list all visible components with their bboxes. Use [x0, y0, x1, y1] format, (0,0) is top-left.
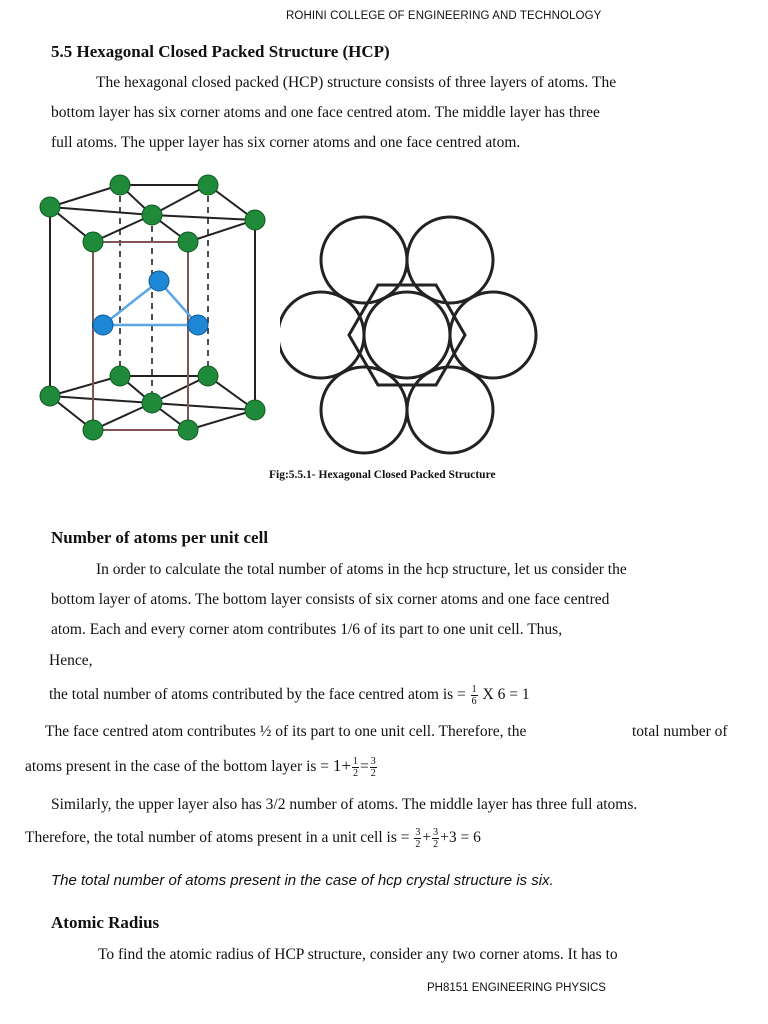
fraction-numerator: 3 [433, 827, 439, 838]
fraction-denominator: 2 [370, 768, 376, 779]
fraction-one-sixth [471, 684, 478, 707]
atoms-line-1: In order to calculate the total number of atoms in the hcp structure, let us consider the [96, 561, 627, 578]
atomic-radius-heading: Atomic Radius [51, 913, 160, 932]
bottom-layer-equation [25, 756, 378, 779]
atoms-line-3: atom. Each and every corner atom contributes 1/6 of its part to one unit cell. Thus, [51, 621, 563, 638]
fraction-denominator: 6 [471, 696, 477, 707]
fraction-denominator: 2 [353, 768, 358, 779]
similarly-line: Similarly, the upper layer also has 3/2 number of atoms. The middle layer has three full atoms. [51, 796, 638, 813]
fraction-three-halves [432, 827, 439, 850]
corner-eq-text: the total number of atoms contributed by the face centred atom is = [49, 686, 466, 704]
fraction-numerator: 3 [370, 756, 376, 767]
conclusion-text: The total number of atoms present in the case of hcp crystal structure is six. [51, 872, 554, 889]
intro-line-1: The hexagonal closed packed (HCP) structure consists of three layers of atoms. The [96, 74, 617, 91]
total-eq-tail: +3 = 6 [440, 829, 481, 847]
course-footer: PH8151 ENGINEERING PHYSICS [427, 982, 606, 994]
close-packed-layer-figure [280, 215, 540, 455]
bottom-eq-one: 1+ [332, 756, 351, 776]
bottom-eq-text: atoms present in the case of the bottom layer is = [25, 758, 330, 776]
total-atoms-equation [25, 827, 481, 850]
fraction-numerator: 3 [415, 827, 421, 838]
fraction-numerator: 1 [471, 684, 477, 695]
college-header: ROHINI COLLEGE OF ENGINEERING AND TECHNOLOGY [286, 10, 602, 22]
bottom-eq-equals: = [360, 758, 369, 776]
total-eq-plus: + [422, 829, 432, 847]
face-atom-line: The face centred atom contributes ½ of its part to one unit cell. Therefore, the [45, 723, 527, 740]
atomic-radius-line: To find the atomic radius of HCP structure, consider any two corner atoms. It has to [98, 946, 618, 963]
atoms-per-cell-heading: Number of atoms per unit cell [51, 528, 269, 547]
fraction-three-halves [370, 756, 377, 779]
section-title: 5.5 Hexagonal Closed Packed Structure (HCP) [51, 42, 390, 61]
face-atom-line-tail: total number of [632, 723, 728, 740]
hcp-unit-cell-figure [25, 165, 275, 445]
total-eq-text: Therefore, the total number of atoms present in a unit cell is = [25, 829, 410, 847]
corner-atom-equation [49, 684, 530, 707]
hence-text: Hence, [49, 652, 93, 669]
intro-line-3: full atoms. The upper layer has six corner atoms and one face centred atom. [51, 134, 521, 151]
fraction-denominator: 2 [415, 839, 421, 850]
fraction-denominator: 2 [433, 839, 439, 850]
fraction-numerator: 1 [353, 756, 358, 767]
fraction-one-half [352, 756, 359, 779]
figure-caption: Fig:5.5.1- Hexagonal Closed Packed Structure [269, 469, 496, 481]
intro-line-2: bottom layer has six corner atoms and one face centred atom. The middle layer has three [51, 104, 600, 121]
corner-eq-tail: X 6 = 1 [482, 686, 530, 704]
atoms-line-2: bottom layer of atoms. The bottom layer consists of six corner atoms and one face centred [51, 591, 610, 608]
fraction-three-halves [414, 827, 421, 850]
